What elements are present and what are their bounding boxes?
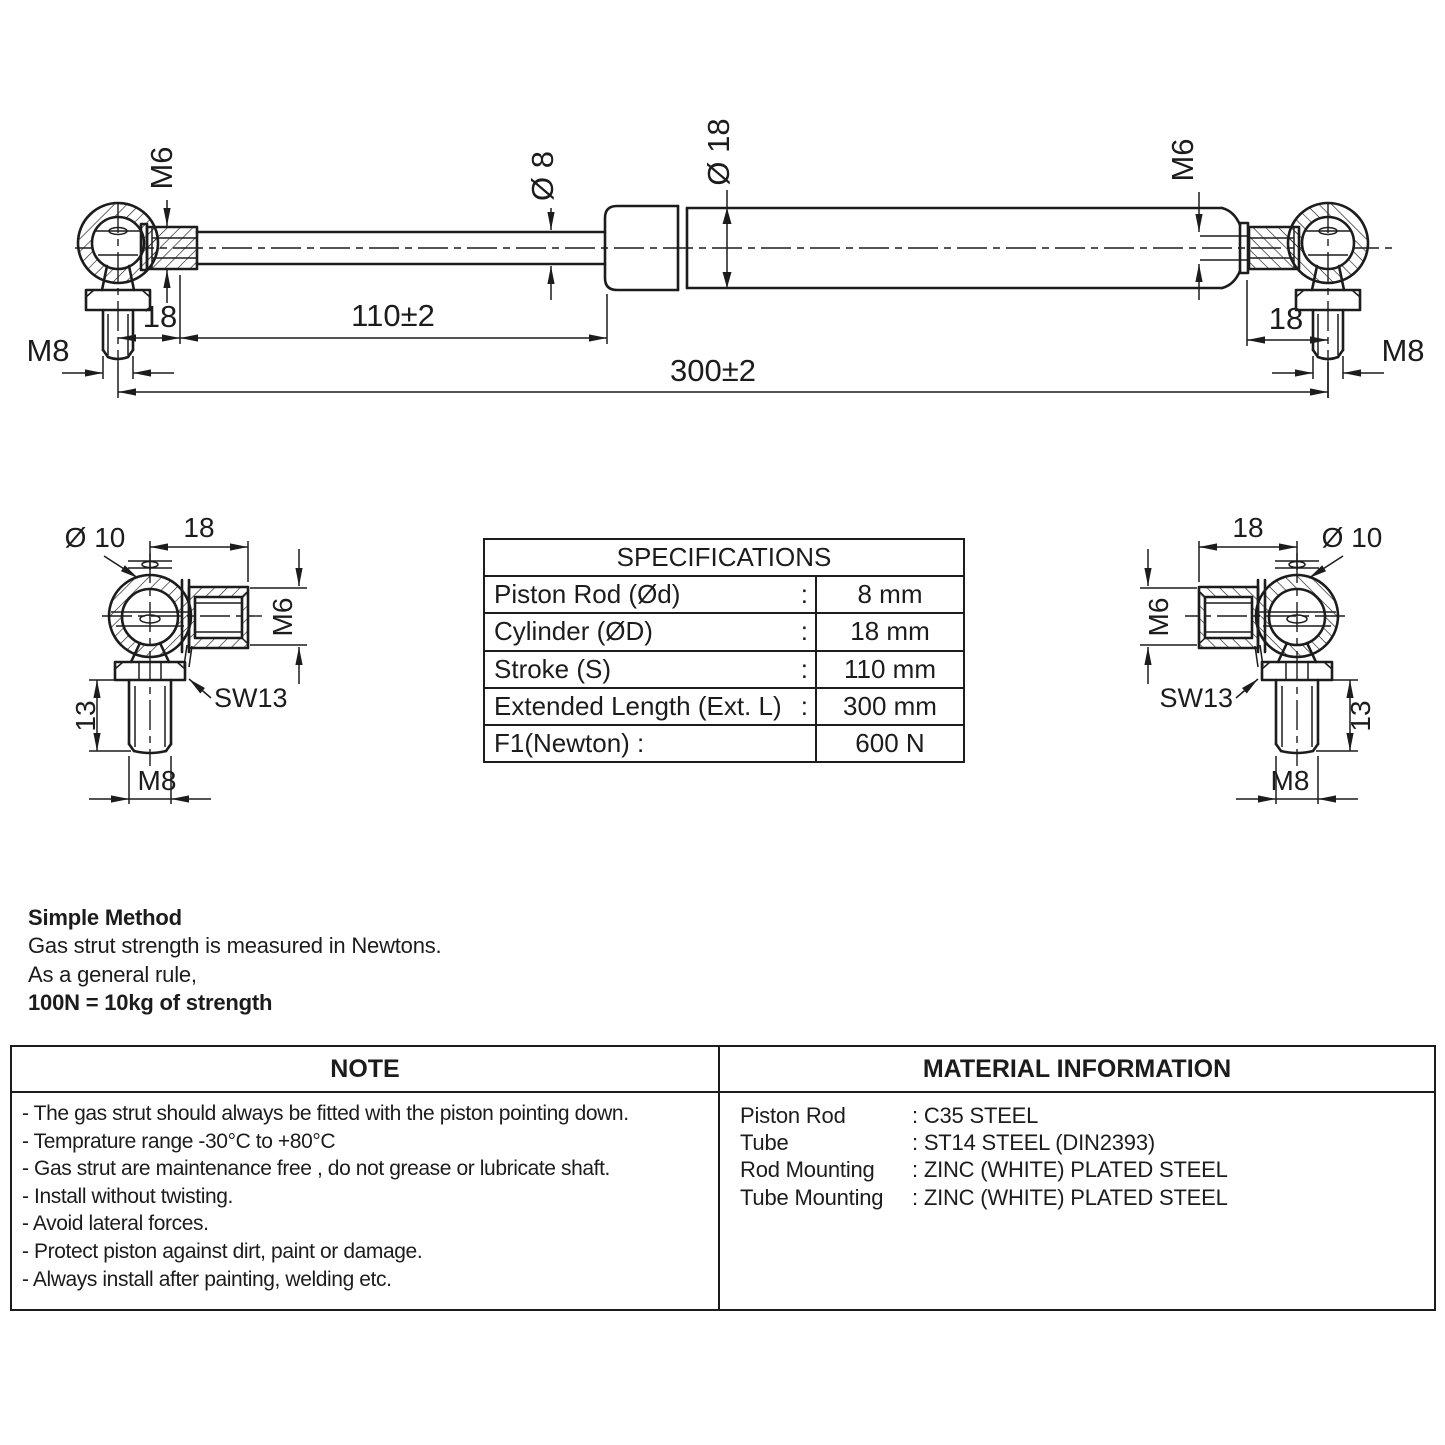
material-label: Tube xyxy=(740,1130,789,1156)
spec-row xyxy=(485,687,963,724)
spec-value: 600 N xyxy=(855,727,925,758)
ball-diameter-label-left: Ø 10 xyxy=(64,522,126,553)
cylinder-diameter-label: Ø 18 xyxy=(701,118,736,186)
spec-value: 18 mm xyxy=(850,616,930,647)
material-row xyxy=(740,1184,1426,1211)
material-value: : ST14 STEEL (DIN2393) xyxy=(912,1130,1155,1156)
socket-width-label-right: 18 xyxy=(1232,512,1264,543)
thread-label-m6-right: M6 xyxy=(1165,138,1200,182)
material-title: MATERIAL INFORMATION xyxy=(720,1047,1434,1093)
material-label: Rod Mounting xyxy=(740,1157,875,1183)
ball-stud-end-right xyxy=(1249,203,1368,398)
spec-row xyxy=(485,650,963,687)
ball-diameter-label-right: Ø 10 xyxy=(1321,522,1383,553)
simple-method-block xyxy=(28,904,441,1018)
wrench-size-label-left: SW13 xyxy=(214,683,288,713)
material-row xyxy=(740,1156,1426,1183)
specifications-table xyxy=(483,538,965,763)
note-column xyxy=(12,1047,720,1309)
rod-diameter-label: Ø 8 xyxy=(525,151,560,201)
spec-colon: : xyxy=(800,579,808,610)
note-item: - Protect piston against dirt, paint or damage. xyxy=(22,1239,423,1263)
dim-18-left: 18 xyxy=(142,299,178,334)
stud-thread-m8-right: M8 xyxy=(1381,333,1425,368)
spec-label: F1(Newton) : xyxy=(494,727,645,758)
ball-joint-detail-right-geometry xyxy=(1185,553,1345,766)
socket-thread-label-left: M6 xyxy=(267,597,298,637)
dim-18-right: 18 xyxy=(1268,301,1304,336)
material-label: Tube Mounting xyxy=(740,1184,884,1210)
note-item: - Temprature range -30°C to +80°C xyxy=(22,1129,336,1153)
material-row xyxy=(740,1102,1426,1129)
note-material-table xyxy=(10,1045,1436,1311)
stud-thread-label-left: M8 xyxy=(137,765,177,796)
spec-row xyxy=(485,724,963,761)
stud-thread-label-right: M8 xyxy=(1270,765,1310,796)
spec-row xyxy=(485,612,963,649)
spec-label: Extended Length (Ext. L) xyxy=(494,690,782,721)
ball-stud-end xyxy=(78,203,197,398)
spec-label-cell xyxy=(485,726,817,761)
spec-label-cell xyxy=(485,577,817,612)
spec-label: Stroke (S) xyxy=(494,653,612,684)
spec-label: Cylinder (ØD) xyxy=(494,616,653,647)
material-value: : ZINC (WHITE) PLATED STEEL xyxy=(912,1184,1228,1210)
material-row xyxy=(740,1129,1426,1156)
spec-row xyxy=(485,575,963,612)
material-list xyxy=(720,1093,1434,1211)
simple-method-line1: Gas strut strength is measured in Newtons. xyxy=(28,933,442,959)
ball-joint-detail-geometry xyxy=(102,553,262,766)
note-list xyxy=(12,1093,718,1293)
dim-extended-length: 300±2 xyxy=(670,353,756,388)
strut-top-view xyxy=(26,118,1424,398)
socket-thread-label-right: M6 xyxy=(1143,597,1174,637)
note-title: NOTE xyxy=(12,1047,718,1093)
spec-colon: : xyxy=(800,690,808,721)
material-value: : ZINC (WHITE) PLATED STEEL xyxy=(912,1157,1228,1183)
spec-label: Piston Rod (Ød) xyxy=(494,579,681,610)
socket-width-label-left: 18 xyxy=(183,512,215,543)
note-item: - Avoid lateral forces. xyxy=(22,1212,209,1236)
note-item: - Install without twisting. xyxy=(22,1184,233,1208)
note-item: - Gas strut are maintenance free , do not grease or lubricate shaft. xyxy=(22,1157,610,1181)
material-label: Piston Rod xyxy=(740,1103,846,1128)
spec-colon: : xyxy=(800,653,808,684)
simple-method-line3: 100N = 10kg of strength xyxy=(28,990,273,1016)
simple-method-line2: As a general rule, xyxy=(28,961,197,987)
specifications-title: SPECIFICATIONS xyxy=(616,542,832,573)
wrench-size-label-right: SW13 xyxy=(1159,683,1233,713)
spec-value: 300 mm xyxy=(843,690,937,721)
simple-method-heading: Simple Method xyxy=(28,905,182,930)
stud-thread-m8-left: M8 xyxy=(26,333,70,368)
spec-value: 8 mm xyxy=(857,579,923,610)
spec-value: 110 mm xyxy=(844,653,936,684)
material-value: : C35 STEEL xyxy=(912,1103,1039,1128)
top-view-labels xyxy=(26,118,1424,388)
spec-label-cell xyxy=(485,652,817,687)
thread-label-m6-left: M6 xyxy=(144,146,179,190)
note-item: - Always install after painting, welding etc. xyxy=(22,1267,392,1291)
material-column xyxy=(720,1047,1434,1309)
spec-label-cell xyxy=(485,689,817,724)
spec-label-cell xyxy=(485,614,817,649)
spec-colon: : xyxy=(800,616,808,647)
dim-stroke: 110±2 xyxy=(351,298,435,333)
stud-length-label-left: 13 xyxy=(70,700,101,732)
note-item: - The gas strut should always be fitted with the piston pointing down. xyxy=(22,1102,629,1125)
stud-length-label-right: 13 xyxy=(1345,700,1376,732)
